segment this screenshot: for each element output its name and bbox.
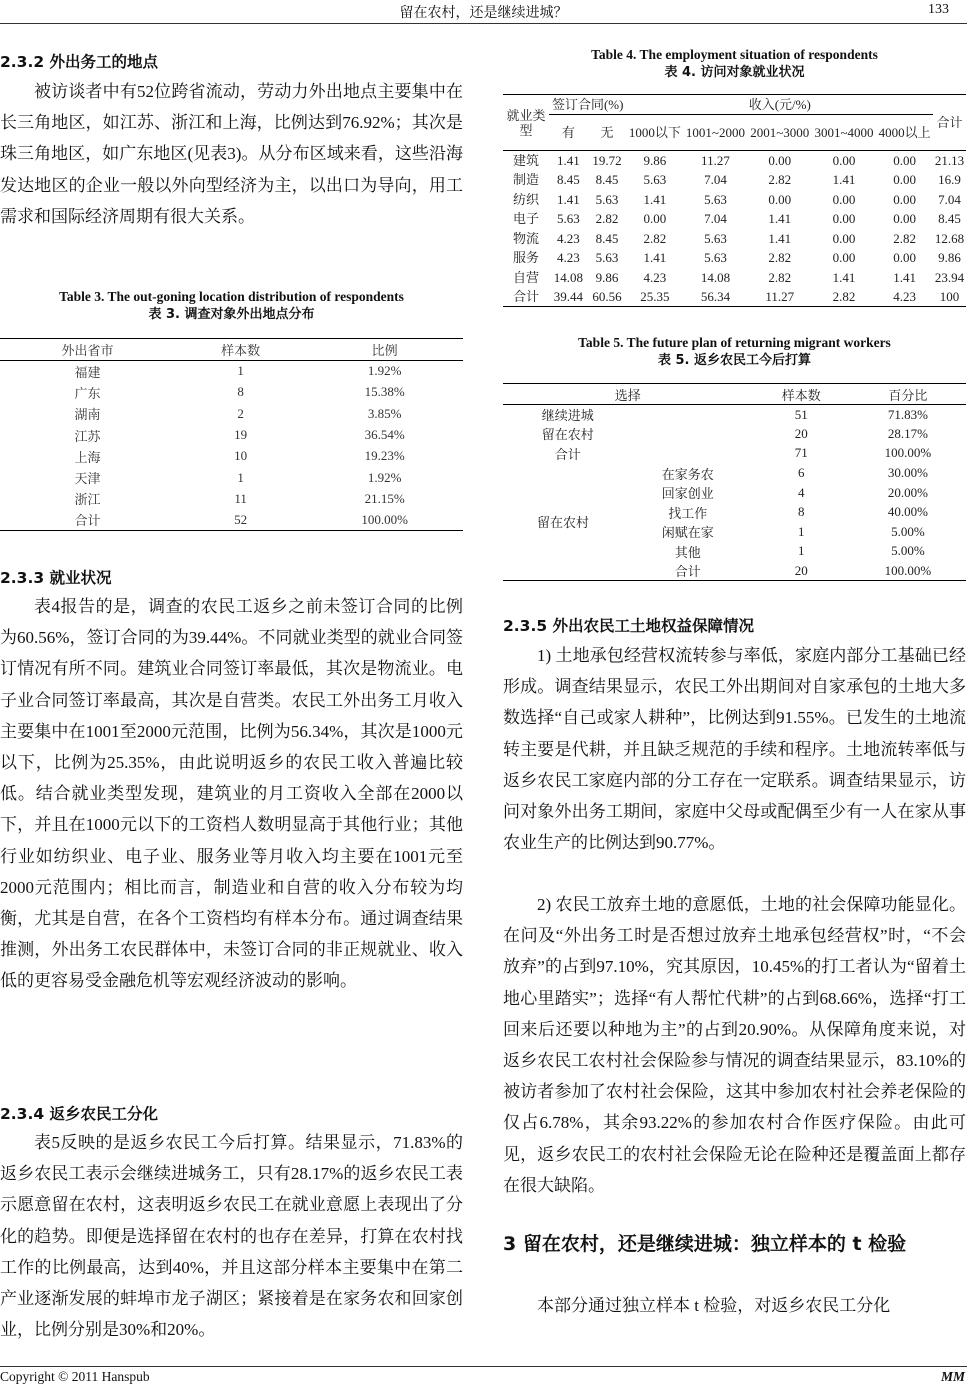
table-cell: 找工作: [668, 505, 708, 521]
table-cell: 2.82: [768, 172, 792, 188]
table-cell: 5.63: [595, 250, 619, 266]
table-cell: 2: [237, 405, 244, 421]
table-row: [503, 405, 966, 425]
table-cell: 1.41: [768, 211, 792, 227]
table-cell: 2.82: [768, 269, 792, 285]
table-cell: 16.9: [938, 172, 961, 188]
table-cell: 8.45: [938, 211, 961, 227]
table-row: [503, 209, 966, 229]
table-cell: 9.86: [595, 269, 619, 285]
section-2-3-3-paragraph: 表4报告的是，调查的农民工返乡之前未签订合同的比例为60.56%，签订合同的为39.44%。不同就业类型的就业合同签订情况有所不同。建筑业合同签订率最低，其次是物流业。电子业合同签订率最高，其次是自营类。农民工外出务工月收入主要集中在1001至2000元范围，比例为56.34%，其次是1000元以下，比例为25.35%，由此说明返乡的农民工收入普遍比较低。结合就业类型发现，建筑业的月工资收入全部在2000以下，并且在1000元以下的工资档人数明显高于其他行业；其他行业如纺织业、电子业、服务业等月收入均主要在1001元至2000元范围内；相比而言，制造业和自营的收入分布较为均衡，尤其是自营，在各个工资档均有样本分布。通过调查结果推测，外出务工农民群体中，未签订合同的非正规就业、收入低的更容易受金融危机等宏观经济波动的影响。: [0, 597, 463, 991]
table-cell: 11.27: [765, 289, 795, 304]
section-3-heading: 3 留在农村，还是继续进城：独立样本的 t 检验: [503, 1233, 907, 1255]
section-2-3-5-paragraph-2: 2) 农民工放弃土地的意愿低，土地的社会保障功能显化。在问及“外出务工时是否想过放弃土地承包经营权”时，“不会放弃”的占到97.10%，究其原因，10.45%的打工者认为“留着土地心里踏实”；选择“有人帮忙代耕”的占到68.66%，选择“打工回来后还要以种地为主”的占到20.90%。从保障角度来说，对返乡农民工农村社会保险参与情况的调查结果显示，83.10%的被访者参加了农村社会保险，这其中参加农村社会养老保险的仅占6.78%，其余93.22%的参加农村合作医疗保险。由此可见，返乡农民工的农村社会保险无论在险种还是覆盖面上都存在很大缺陷。: [503, 895, 966, 1195]
column-header: 样本数: [781, 387, 821, 403]
table-cell: 0.00: [768, 191, 792, 207]
table-cell: 制造: [512, 172, 539, 188]
table-cell: 9.86: [643, 153, 667, 168]
table-cell: 21.13: [934, 153, 965, 168]
table-cell: 5.00%: [891, 543, 925, 559]
table-cell: 0.00: [893, 172, 916, 188]
table-cell: 上海: [74, 449, 101, 465]
table-row: [503, 229, 966, 249]
table-cell: 合计: [0, 510, 175, 531]
table-cell: 1: [797, 543, 805, 559]
table-cell: 江苏: [74, 428, 101, 444]
table-cell: 20.00%: [887, 484, 928, 500]
table-cell: 4.23: [556, 250, 580, 266]
section-2-3-2-paragraph: 被访谈者中有52位跨省流动，劳动力外出地点主要集中在长三角地区，如江苏、浙江和上海，比例达到76.92%；其次是珠三角地区，如广东地区(见表3)。从分布区域来看，这些沿海发达地区的企业一般以外向型经济为主，以出口为导向，用工需求和国际经济周期有很大关系。: [0, 82, 463, 226]
table-cell: 2.82: [893, 230, 916, 246]
table-cell: 0.00: [832, 230, 856, 246]
section-2-3-4-paragraph: 表5反映的是返乡农民工今后打算。结果显示，71.83%的返乡农民工表示会继续进城务工，只有28.17%的返乡农民工表示愿意留在农村，这表明返乡农民工在就业意愿上表现出了分化的趋势。即便是选择留在农村的也存在差异，打算在农村找工作的比例最高，达到40%，并且这部分样本主要集中在第二产业逐渐发展的蚌埠市龙子湖区；紧接着是在家务农和回家创业，比例分别是30%和20%。: [0, 1133, 463, 1340]
table-cell: 0.00: [643, 211, 667, 227]
running-title: 留在农村，还是继续进城？: [399, 6, 568, 21]
table-cell: 湖南: [74, 407, 101, 423]
table-cell: 6: [797, 465, 805, 481]
column-subheader: 无: [600, 125, 614, 140]
table-cell: 19.72: [592, 153, 622, 168]
table-row: [503, 424, 966, 444]
table-cell: 0.00: [893, 211, 916, 227]
table-cell: 51: [794, 406, 808, 422]
table-cell: 14.08: [700, 269, 731, 285]
table-cell: 留在农村: [541, 427, 594, 443]
table-3-caption-en: Table 3. The out-goning location distribution of respondents: [59, 289, 404, 304]
table-cell: 5.63: [556, 211, 580, 227]
group-label: 留在农村: [536, 515, 589, 531]
table-cell: 8.45: [595, 172, 619, 188]
table-cell: 100.00%: [884, 445, 932, 461]
table-cell: 40.00%: [887, 504, 928, 520]
table-cell: 0.00: [893, 250, 916, 266]
table-cell: 闲赋在家: [661, 525, 714, 541]
table-cell: 自营: [512, 269, 539, 285]
table-cell: 1.41: [832, 172, 856, 188]
table-cell: 在家务农: [661, 466, 714, 482]
table-cell: 1.41: [643, 250, 667, 266]
column-subheader: 有: [561, 125, 575, 140]
table-row: [503, 268, 966, 288]
page-footer: [0, 1366, 967, 1384]
table-cell: 71: [794, 445, 808, 461]
table-cell: 9.86: [938, 250, 961, 266]
table-cell: 23.94: [934, 269, 965, 285]
table-cell: 1.41: [893, 269, 916, 285]
table-cell: 合计: [554, 446, 581, 462]
table-row: [503, 151, 966, 171]
table-cell: 11.27: [701, 153, 730, 168]
column-subheader: 3001~4000: [814, 125, 874, 140]
table-cell: 2.82: [832, 289, 856, 304]
column-header: 选择: [614, 387, 641, 403]
table-row: [503, 463, 966, 483]
table-cell: 30.00%: [887, 465, 928, 481]
table-cell: 4: [797, 484, 805, 500]
table-cell: 8: [237, 384, 244, 400]
table-cell: 19.23%: [364, 448, 405, 464]
table-cell: 其他: [674, 544, 701, 560]
table-3-caption-zh: 表 3. 调查对象外出地点分布: [148, 307, 315, 322]
column-header-total: 合计: [936, 115, 963, 130]
table-row: [0, 403, 463, 424]
table-5-caption: [503, 334, 966, 370]
table-cell: 1.41: [643, 191, 667, 207]
table-cell: 1: [237, 363, 244, 379]
table-5-caption-zh: 表 5. 返乡农民工今后打算: [657, 353, 812, 368]
table-cell: 5.00%: [891, 523, 925, 539]
table-cell: 电子: [512, 211, 539, 227]
table-cell: 1.41: [768, 230, 792, 246]
column-subheader: 2001~3000: [750, 125, 810, 140]
table-cell: 1.92%: [367, 363, 402, 379]
table-4: [503, 94, 966, 307]
section-2-3-3-heading: 2.3.3 就业状况: [0, 569, 112, 587]
table-row: [503, 248, 966, 268]
table-cell: 7.04: [704, 172, 727, 188]
table-cell: 60.56: [592, 289, 622, 304]
table-cell: 福建: [74, 364, 101, 380]
column-subheader: 1000以下: [628, 125, 681, 140]
table-row: [0, 382, 463, 403]
table-cell: 2.82: [595, 211, 619, 227]
table-cell: 7.04: [938, 191, 961, 207]
table-row: [0, 510, 463, 531]
table-5-caption-en: Table 5. The future plan of returning migrant workers: [578, 335, 891, 350]
column-header-income: 收入(元/%): [626, 95, 933, 115]
table-cell: 39.44: [553, 289, 583, 304]
table-cell: 10: [234, 448, 248, 464]
section-2-3-2-heading: 2.3.2 外出务工的地点: [0, 53, 159, 71]
table-cell: 4.23: [643, 269, 667, 285]
table-cell: 5.63: [704, 230, 727, 246]
table-4-caption: [503, 46, 966, 82]
table-cell: 1.41: [556, 191, 580, 207]
table-cell: 25.35: [640, 289, 670, 304]
table-row: [0, 488, 463, 509]
table-cell: 21.15%: [364, 490, 405, 506]
section-3-paragraph: 本部分通过独立样本 t 检验，对返乡农民工分化: [537, 1296, 891, 1315]
section-2-3-5-heading: 2.3.5 外出农民工土地权益保障情况: [503, 617, 755, 635]
table-cell: 0.00: [893, 191, 916, 207]
table-row: [0, 361, 463, 382]
table-4-caption-zh: 表 4. 访问对象就业状况: [664, 65, 805, 80]
column-subheader: 4000以上: [878, 125, 931, 140]
table-5: [503, 383, 966, 581]
table-row: [503, 170, 966, 190]
table-cell: 5.63: [595, 191, 619, 207]
table-cell: 15.38%: [364, 384, 405, 400]
table-cell: 1.92%: [367, 469, 402, 485]
table-cell: 2.82: [768, 250, 792, 266]
table-3-caption: [0, 288, 463, 324]
section-2-3-5-paragraph-1: 1) 土地承包经营权流转参与率低，家庭内部分工基础已经形成。调查结果显示，农民工外出期间对自家承包的土地大多数选择“自己或家人耕种”，比例达到91.55%。已发生的土地流转主要是代耕，并且缺乏规范的手续和程序。土地流转率低与返乡农民工家庭内部的分工存在一定联系。调查结果显示，访问对象外出务工期间，家庭中父母或配偶至少有一人在家从事农业生产的比例达到90.77%。: [503, 646, 966, 853]
table-cell: 建筑: [512, 153, 539, 168]
table-cell: 8.45: [595, 230, 619, 246]
table-cell: 纺织: [512, 191, 539, 207]
table-cell: 物流: [512, 230, 539, 246]
table-4-caption-en: Table 4. The employment situation of respondents: [591, 47, 878, 62]
table-3: [0, 338, 463, 531]
table-cell: 100.00%: [884, 562, 932, 578]
table-cell: 100: [939, 289, 960, 304]
column-subheader: 1001~2000: [685, 125, 745, 140]
table-cell: 0.00: [768, 153, 792, 168]
table-cell: 0.00: [832, 191, 856, 207]
table-cell: 0.00: [893, 153, 916, 168]
column-header-type: 就业类型: [506, 107, 546, 138]
table-cell: 0.00: [832, 153, 856, 168]
column-header-contract: 签订合同(%): [549, 95, 626, 115]
table-cell: 广东: [74, 385, 101, 401]
table-cell: 0.00: [832, 250, 856, 266]
table-row: [503, 287, 966, 307]
copyright: Copyright © 2011 Hanspub: [0, 1369, 150, 1384]
table-cell: 36.54%: [364, 427, 405, 443]
column-header: 比例: [306, 339, 463, 361]
table-cell: 合计: [674, 564, 701, 580]
table-cell: 8: [797, 504, 805, 520]
column-header: 外出省市: [0, 339, 175, 361]
table-cell: 5.63: [704, 250, 727, 266]
table-cell: 1: [237, 469, 244, 485]
table-cell: 12.68: [934, 230, 965, 246]
table-cell: 19: [234, 427, 248, 443]
table-cell: 71.83%: [887, 406, 928, 422]
table-cell: 2.82: [643, 230, 667, 246]
table-cell: 14.08: [553, 269, 583, 285]
table-cell: 合计: [512, 289, 539, 304]
column-header: 百分比: [888, 387, 928, 403]
table-row: [0, 424, 463, 445]
table-row: [0, 467, 463, 488]
table-row: [503, 190, 966, 210]
table-cell: 1.41: [832, 269, 856, 285]
column-header: 样本数: [175, 339, 306, 361]
table-cell: 回家创业: [661, 486, 714, 502]
table-cell: 28.17%: [887, 425, 928, 441]
table-cell: 52: [175, 510, 306, 531]
table-row: [0, 446, 463, 467]
page-number: 133: [928, 2, 949, 17]
table-cell: 继续进城: [541, 408, 594, 424]
table-cell: 4.23: [556, 230, 580, 246]
table-cell: 4.23: [893, 289, 916, 304]
table-cell: 0.00: [832, 211, 856, 227]
table-row: [503, 444, 966, 464]
table-cell: 服务: [512, 250, 539, 266]
table-cell: 11: [234, 490, 247, 506]
table-cell: 7.04: [704, 211, 727, 227]
table-cell: 1.41: [556, 153, 580, 168]
table-cell: 浙江: [74, 492, 101, 508]
table-cell: 天津: [74, 471, 101, 487]
table-cell: 20: [794, 562, 808, 578]
table-cell: 5.63: [704, 191, 727, 207]
table-cell: 3.85%: [367, 405, 402, 421]
section-2-3-4-heading: 2.3.4 返乡农民工分化: [0, 1105, 159, 1123]
journal-abbrev: MM: [940, 1369, 965, 1384]
table-cell: 1: [797, 523, 805, 539]
page-header: [0, 0, 967, 24]
table-cell: 20: [794, 425, 808, 441]
table-cell: 5.63: [643, 172, 667, 188]
table-cell: 8.45: [556, 172, 580, 188]
table-cell: 100.00%: [306, 510, 463, 531]
table-cell: 56.34: [700, 289, 731, 304]
